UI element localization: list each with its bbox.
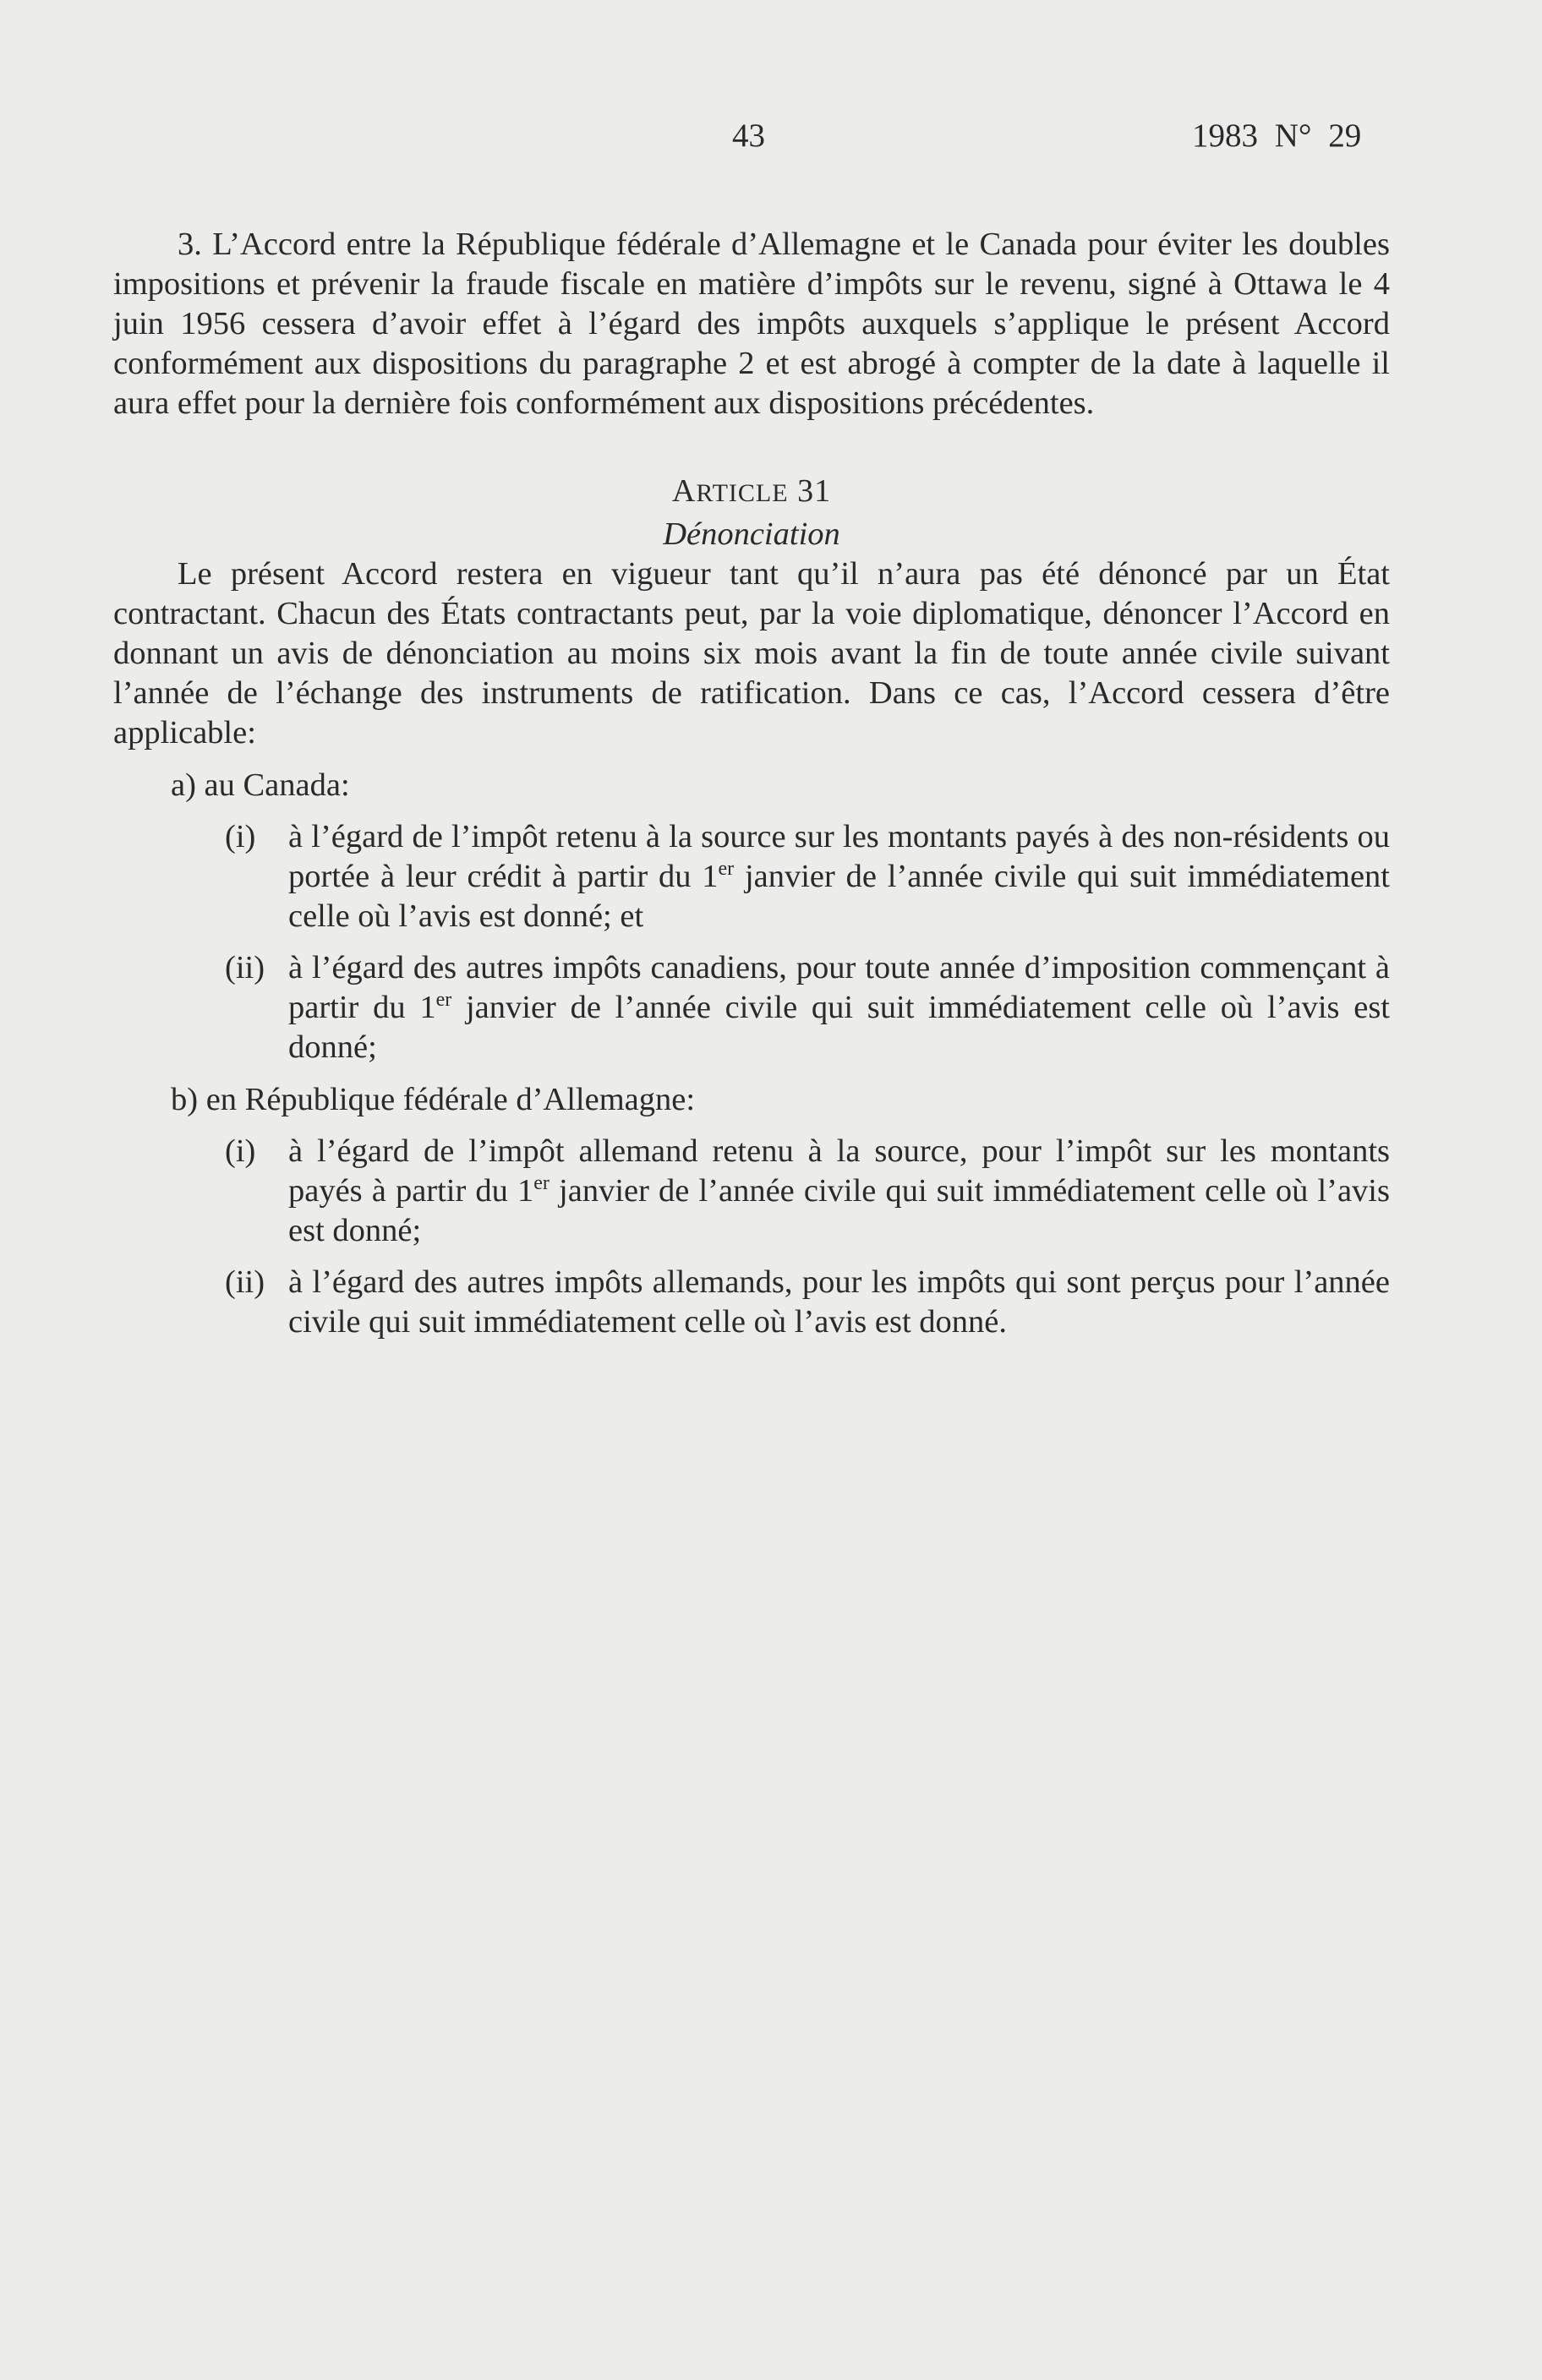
article-number: 31: [797, 473, 832, 509]
item-text-start: à l’égard de l’impôt retenu à la source sur les montants payés à des non-résidents ou portée à leur crédit à partir du 1: [288, 819, 1390, 894]
list-item-b-i: [113, 1132, 1390, 1251]
item-number: (ii): [225, 950, 265, 985]
item-superscript: er: [533, 1172, 550, 1194]
item-text: à l’égard des autres impôts allemands, pour les impôts qui sont perçus pour l’année civile qui suit immédiatement celle où l’avis est donné.: [288, 1264, 1390, 1340]
issue-number: 1983 N° 29: [1192, 117, 1362, 154]
article-heading-rest: RTICLE: [696, 479, 789, 507]
item-text-start: à l’égard des autres impôts canadiens, pour toute année d’imposition commençant à partir du 1: [288, 950, 1390, 1025]
article-subtitle: Dénonciation: [663, 516, 840, 552]
paragraph-3: 3. L’Accord entre la République fédérale d’Allemagne et le Canada pour éviter les doubles impositions et prévenir la fraude fiscale en matière d’impôts sur le revenu, signé à Ottawa le 4 juin 1956 cessera d’avoir effet à l’égard des impôts auxquels s’applique le présent Accord conformément aux dispositions du paragraphe 2 et est abrogé à compter de la date à laquelle il aura effet pour la dernière fois conformément aux dispositions précédentes.: [113, 227, 1390, 421]
item-text-start: à l’égard de l’impôt allemand retenu à la source, pour l’impôt sur les montants payés à partir du 1: [288, 1133, 1390, 1209]
list-item-a-ii: [113, 948, 1390, 1067]
item-text-end: janvier de l’année civile qui suit immédiatement celle où l’avis est donné;: [288, 990, 1390, 1065]
item-superscript: er: [435, 989, 452, 1011]
article-heading-initial: A: [671, 473, 697, 509]
page-number: 43: [732, 117, 765, 154]
item-number: (ii): [225, 1264, 265, 1300]
item-number: (i): [225, 819, 256, 854]
list-label-b: b) en République fédérale d’Allemagne:: [171, 1082, 696, 1117]
item-number: (i): [225, 1133, 256, 1169]
item-text-end: janvier de l’année civile qui suit immédiatement celle où l’avis est donné; et: [288, 859, 1390, 934]
list-item-a-i: [113, 817, 1390, 936]
page-header: [0, 117, 1542, 167]
article-intro: Le présent Accord restera en vigueur tant qu’il n’aura pas été dénoncé par un État contractant. Chacun des États contractants peut, par la voie diplomatique, dénoncer l’Accord en donnant un avis de dénonciation au moins six mois avant la fin de toute année civile suivant l’année de l’échange des instruments de ratification. Dans ce cas, l’Accord cessera d’être applicable:: [113, 556, 1390, 751]
list-label-a: a) au Canada:: [171, 767, 350, 803]
item-text-end: janvier de l’année civile qui suit immédiatement celle où l’avis est donné;: [288, 1173, 1390, 1248]
item-superscript: er: [718, 858, 735, 880]
document-body: [113, 225, 1390, 1342]
list-item-b-ii: [113, 1263, 1390, 1342]
article-heading: [113, 471, 1390, 514]
